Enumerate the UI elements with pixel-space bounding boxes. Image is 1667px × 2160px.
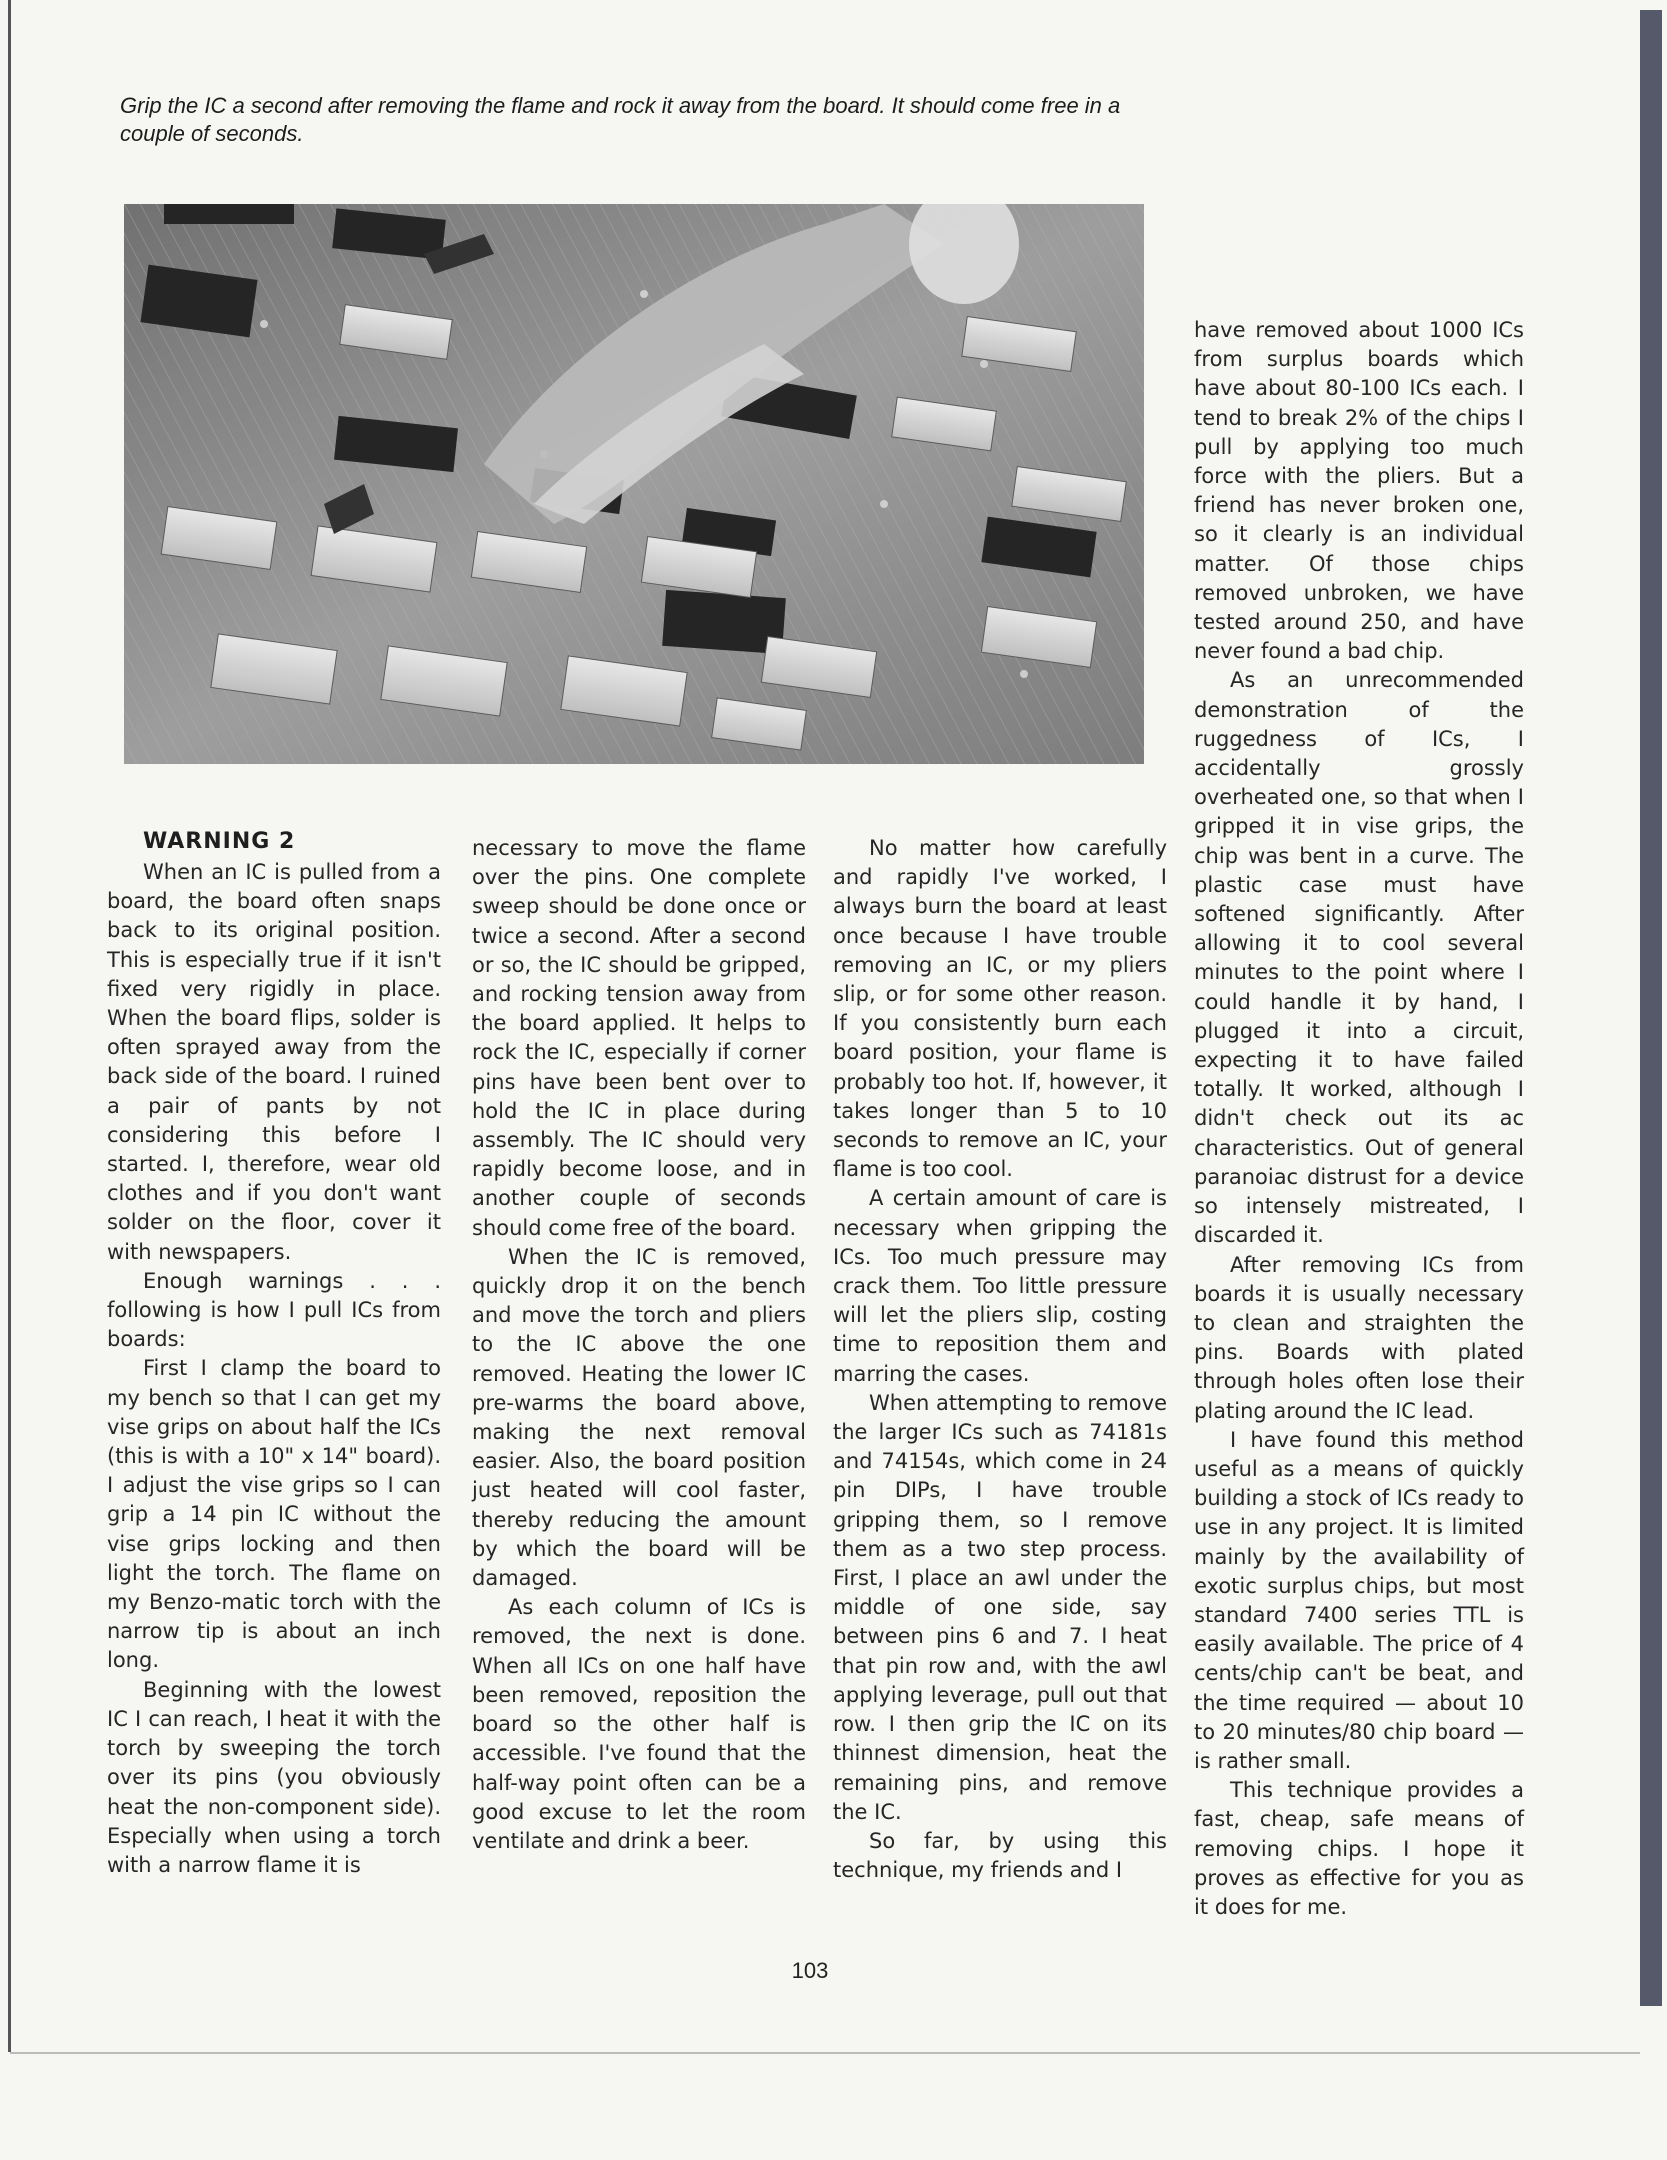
page-number: 103 — [791, 1958, 829, 1983]
text-column-1 — [107, 826, 441, 1880]
bottom-rule — [10, 2052, 1640, 2054]
paragraph: When attempting to remove the larger ICs such as 74181s and 74154s, which come in 24 pin DIPs, I have trouble gripping them, so I remove them as a two step process. First, I place an awl under the middle of one side, say between pins 6 and 7. I heat that pin row and, with the awl applying leverage, pull out that row. I then grip the IC on its thinnest dimension, heat the remaining pins, and remove the IC. — [833, 1390, 1167, 1824]
text-column-3 — [833, 834, 1167, 1885]
warning-heading: WARNING 2 — [143, 829, 296, 854]
paragraph: So far, by using this technique, my friends and I — [833, 1828, 1167, 1883]
paragraph: necessary to move the flame over the pins. One complete sweep should be done once or twice a second. After a second or so, the IC should be gripped, and rocking tension away from the board applied. It helps to rock the IC, especially if corner pins have been bent over to hold the IC in place during assembly. The IC should very rapidly become loose, and in another couple of seconds should come free of the board. — [472, 836, 806, 1240]
circuit-board-photo — [124, 204, 1144, 764]
paragraph: When the IC is removed, quickly drop it on the bench and move the torch and pliers to the IC above the one removed. Heating the lower IC pre-warms the board above, making the next removal easier. Also, the board position just heated will cool faster, thereby reducing the amount by which the board will be damaged. — [472, 1244, 806, 1591]
text-column-2 — [472, 834, 806, 1856]
paragraph: First I clamp the board to my bench so that I can get my vise grips on about half the ICs (this is with a 10" x 14" board). I adjust the vise grips so I can grip a 14 pin IC without the vise grips locking and then light the torch. The flame on my Benzo-matic torch with the narrow tip is about an inch long. — [107, 1356, 441, 1673]
paragraph: This technique provides a fast, cheap, safe means of removing chips. I hope it proves as effective for you as it does for me. — [1194, 1778, 1524, 1919]
photo-caption: Grip the IC a second after removing the flame and rock it away from the board. It should come free in a couple of seconds. — [120, 93, 1121, 146]
paragraph: Beginning with the lowest IC I can reach, I heat it with the torch by sweeping the torch over its pins (you obviously heat the non-component side). Especially when using a torch with a narrow flame it is — [107, 1677, 441, 1877]
left-margin-rule — [8, 0, 11, 2052]
photo-circuit-board-with-vise-grips-icon — [124, 204, 1144, 764]
text-column-4 — [1194, 316, 1524, 1922]
paragraph: As an unrecommended demonstration of the ruggedness of ICs, I accidentally grossly overheated one, so that when I gripped it in vise grips, the chip was bent in a curve. The plastic case must have softened significantly. After allowing it to cool several minutes to the point where I could handle it by hand, I plugged it into a circuit, expecting it to have failed totally. It worked, although I didn't check out its ac characteristics. Out of general paranoiac distrust for a device so intensely mistreated, I discarded it. — [1194, 668, 1524, 1248]
paragraph: As each column of ICs is removed, the next is done. When all ICs on one half have been removed, reposition the board so the other half is accessible. I've found that the half-way point often can be a good excuse to let the room ventilate and drink a beer. — [472, 1595, 806, 1853]
paragraph: When an IC is pulled from a board, the board often snaps back to its original position. This is especially true if it isn't fixed very rigidly in place. When the board flips, solder is often sprayed away from the back side of the board. I ruined a pair of pants by not considering this before I started. I, therefore, wear old clothes and if you don't want solder on the floor, cover it with newspapers. — [107, 860, 441, 1264]
paragraph: have removed about 1000 ICs from surplus boards which have about 80-100 ICs each. I tend to break 2% of the chips I pull by applying too much force with the pliers. But a friend has never broken one, so it clearly is an individual matter. Of those chips removed unbroken, we have tested around 250, and have never found a bad chip. — [1194, 318, 1524, 664]
paragraph: A certain amount of care is necessary when gripping the ICs. Too much pressure may crack them. Too little pressure will let the pliers slip, costing time to reposition them and marring the cases. — [833, 1186, 1167, 1386]
paragraph: Enough warnings . . . following is how I pull ICs from boards: — [107, 1268, 441, 1352]
paragraph: After removing ICs from boards it is usually necessary to clean and straighten the pins. Boards with plated through holes often lose their plating around the IC lead. — [1194, 1252, 1524, 1423]
paragraph: No matter how carefully and rapidly I've worked, I always burn the board at least once because I have trouble removing an IC, or my pliers slip, or for some other reason. If you consistently burn each board position, your flame is probably too hot. If, however, it takes longer than 5 to 10 seconds to remove an IC, your flame is too cool. — [833, 836, 1167, 1182]
paragraph: I have found this method useful as a means of quickly building a stock of ICs ready to use in any project. It is limited mainly by the availability of exotic surplus chips, but most standard 7400 series TTL is easily available. The price of 4 cents/chip can't be beat, and the time required — about 10 to 20 minutes/80 chip board — is rather small. — [1194, 1427, 1524, 1773]
right-edge-bar — [1640, 10, 1662, 2006]
